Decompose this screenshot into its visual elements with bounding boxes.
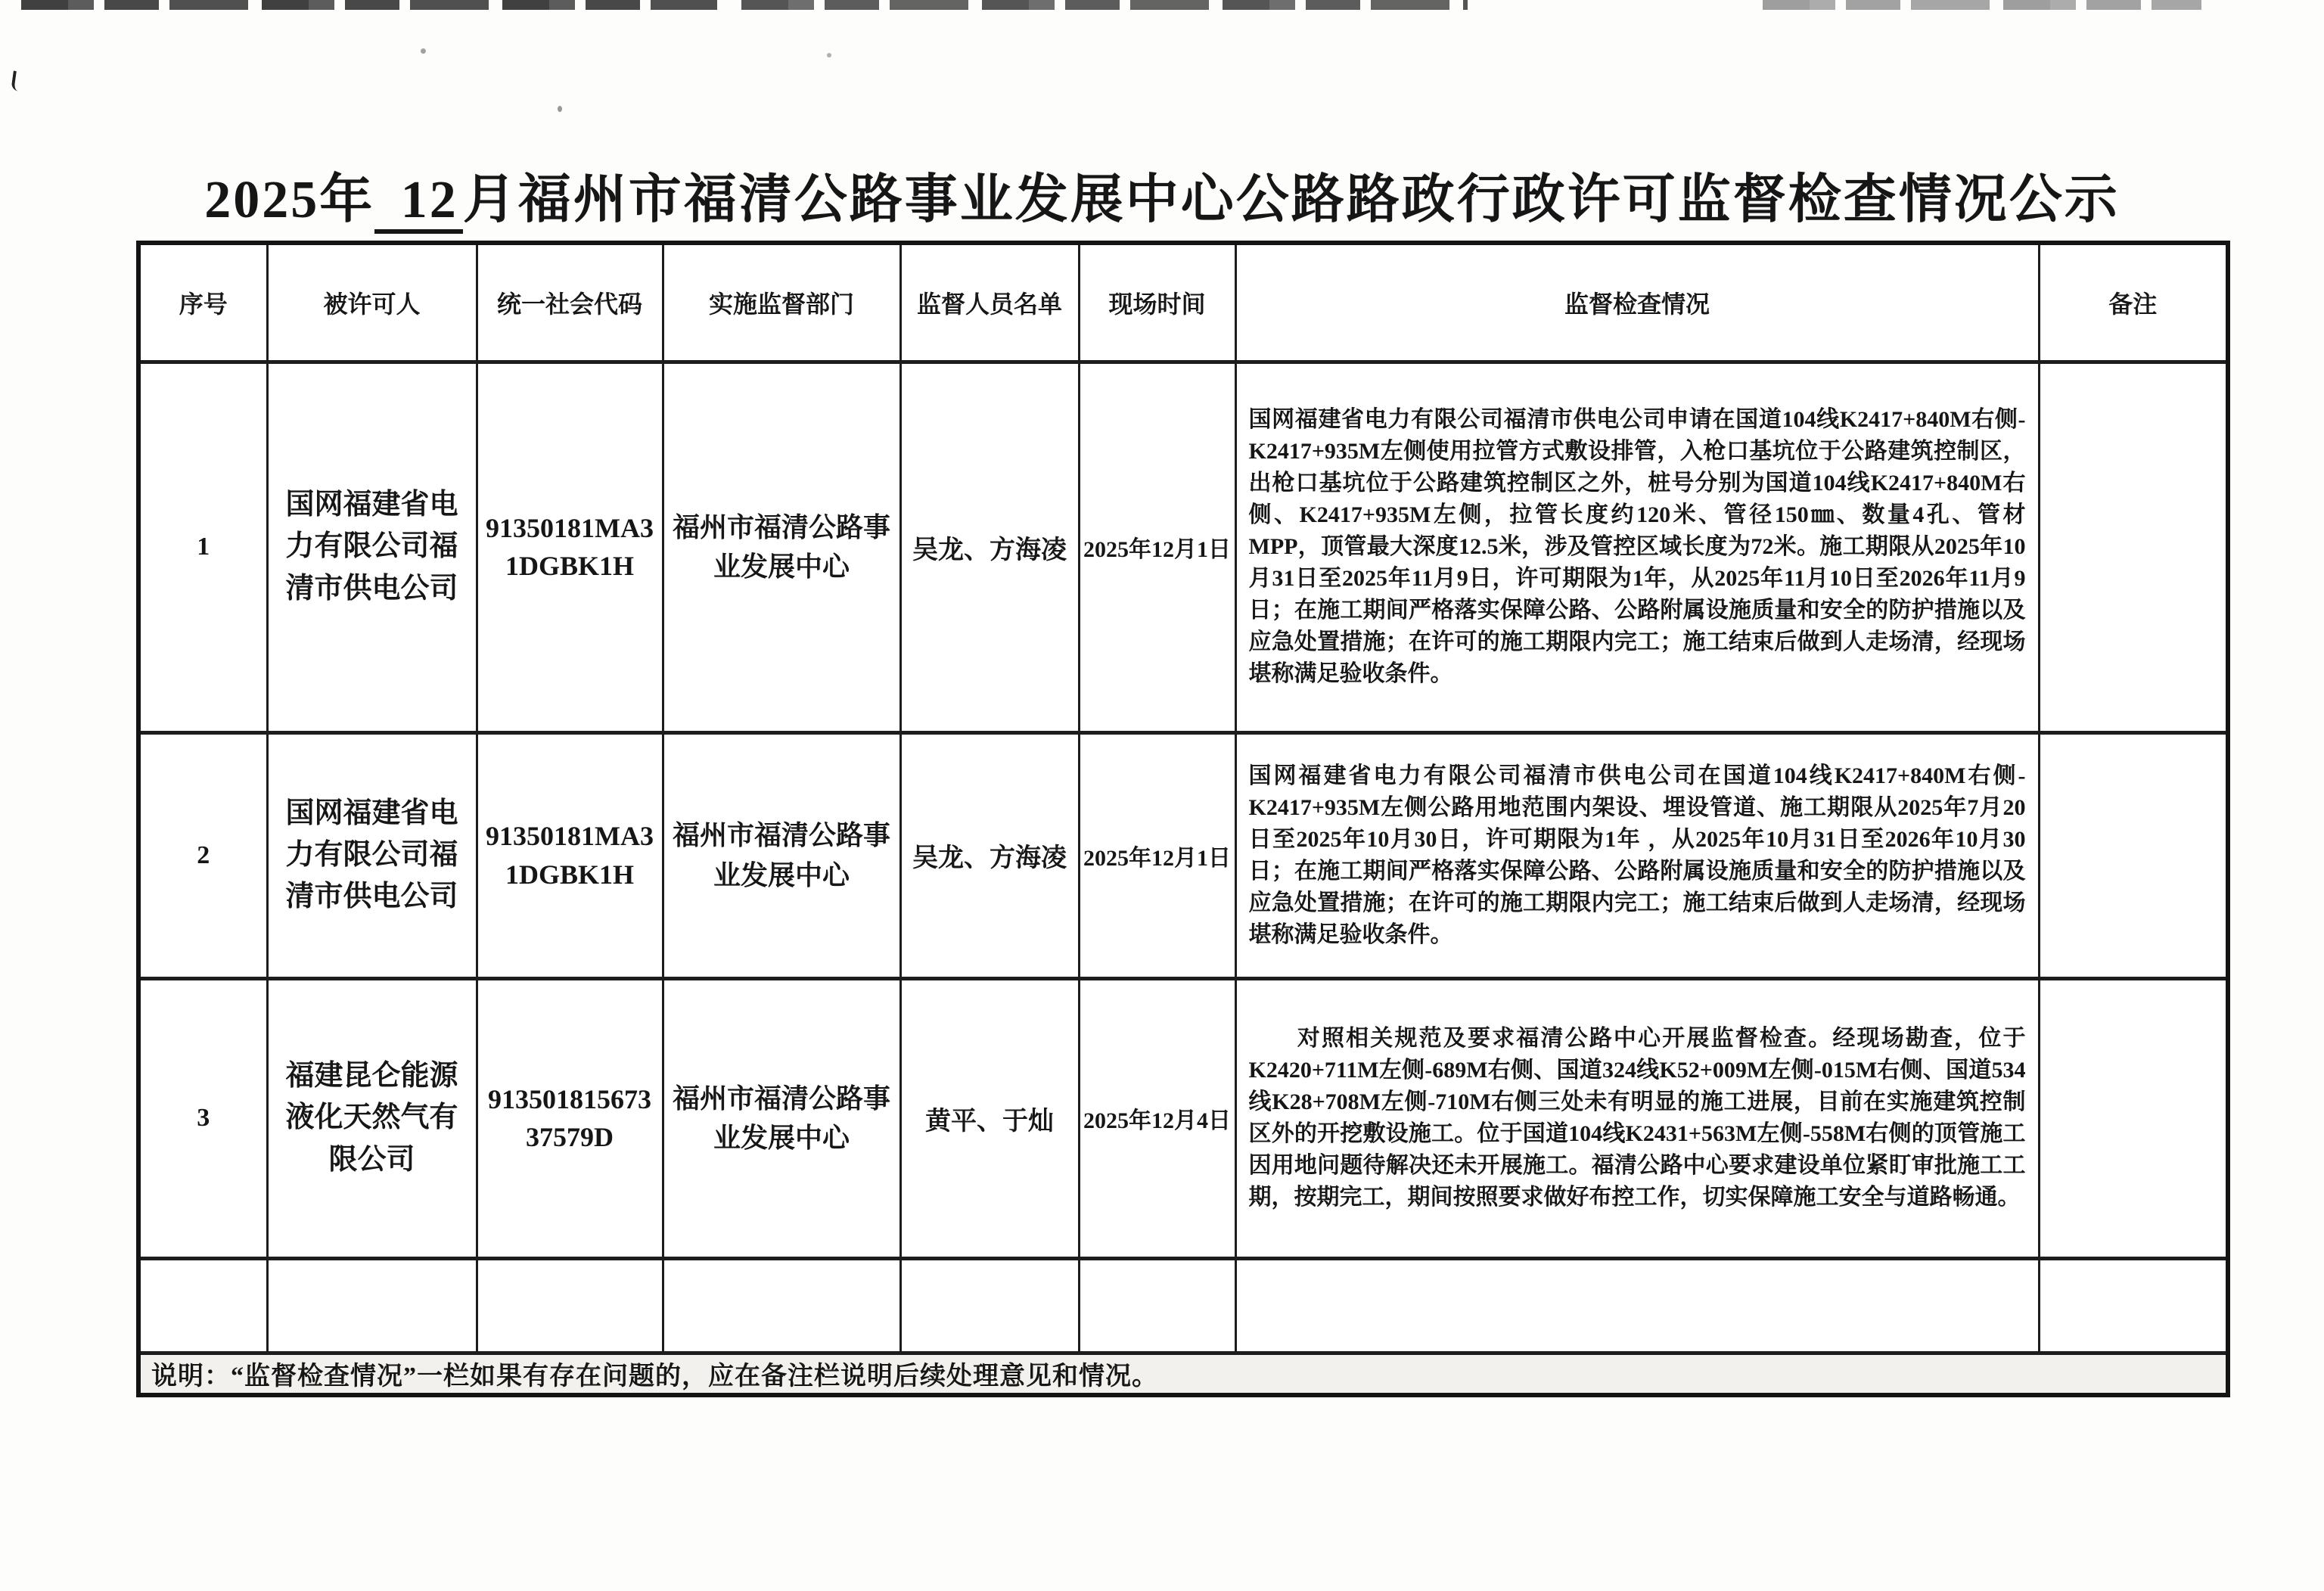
cell-credit-code: 91350181MA31DGBK1H [477, 362, 663, 732]
cell-licensee: 国网福建省电力有限公司福清市供电公司 [267, 732, 477, 978]
scanner-edge-artifact [741, 0, 1468, 10]
scanner-edge-artifact [21, 0, 717, 10]
cell-details: 对照相关规范及要求福清公路中心开展监督检查。经现场勘查，位于K2420+711M左侧-689M右侧、国道324线K52+009M左侧-015M右侧、国道534线K28+708M左侧-710M右侧三处未有明显的施工进展，目前在实施建筑控制区外的开挖敷设施工。位于国道104线K2431+563M左侧-558M右侧的顶管施工因用地问题待解决还未开展施工。福清公路中心要求建设单位紧盯审批施工工期，按期完工，期间按照要求做好布控工作，切实保障施工安全与道路畅通。 [1235, 978, 2039, 1258]
cell-department: 福州市福清公路事业发展中心 [663, 362, 900, 732]
cell-details: 国网福建省电力有限公司福清市供电公司在国道104线K2417+840M右侧-K2417+935M左侧公路用地范围内架设、埋设管道、施工期限从2025年7月20日至2025年10月30日，许可期限为1年 ，从2025年10月31日至2026年10月30日；在施工期间严格落实保障公路、公路附属设施质量和安全的防护措施以及应急处置措施；在许可的施工期限内完工；施工结束后做到人走场清，经现场堪称满足验收条件。 [1235, 732, 2039, 978]
cell-seq: 2 [138, 732, 267, 978]
cell-department: 福州市福清公路事业发展中心 [663, 732, 900, 978]
cell-department [663, 1258, 900, 1353]
header-credit-code: 统一社会代码 [477, 243, 663, 362]
cell-licensee [267, 1258, 477, 1353]
cell-details [1235, 1258, 2039, 1353]
cell-remark [2039, 732, 2228, 978]
scan-noise-dot [421, 48, 426, 54]
header-date: 现场时间 [1079, 243, 1235, 362]
cell-licensee: 福建昆仑能源液化天然气有限公司 [267, 978, 477, 1258]
cell-remark [2039, 978, 2228, 1258]
cell-seq [138, 1258, 267, 1353]
header-department: 实施监督部门 [663, 243, 900, 362]
cell-remark [2039, 1258, 2228, 1353]
scanner-edge-artifact [1763, 0, 2201, 10]
cell-seq: 3 [138, 978, 267, 1258]
inspection-table [136, 241, 2230, 1397]
cell-credit-code: 91350181567337579D [477, 978, 663, 1258]
cell-supervisors: 黄平、于灿 [900, 978, 1079, 1258]
cell-supervisors: 吴龙、方海凌 [900, 732, 1079, 978]
cell-details: 国网福建省电力有限公司福清市供电公司申请在国道104线K2417+840M右侧-K2417+935M左侧使用拉管方式敷设排管，入枪口基坑位于公路建筑控制区，出枪口基坑位于公路建筑控制区之外，桩号分别为国道104线K2417+840M右侧、K2417+935M左侧，拉管长度约120米、管径150㎜、数量4孔、管材MPP，顶管最大深度12.5米，涉及管控区域长度为72米。施工期限从2025年10月31日至2025年11月9日，许可期限为1年，从2025年11月10日至2026年11月9日；在施工期间严格落实保障公路、公路附属设施质量和安全的防护措施以及应急处置措施；在许可的施工期限内完工；施工结束后做到人走场清，经现场堪称满足验收条件。 [1235, 362, 2039, 732]
cell-remark [2039, 362, 2228, 732]
title-year: 2025年 [204, 170, 375, 229]
header-details: 监督检查情况 [1235, 243, 2039, 362]
header-remark: 备注 [2039, 243, 2228, 362]
table-row [138, 732, 2228, 978]
header-licensee: 被许可人 [267, 243, 477, 362]
note-text: 说明：“监督检查情况”一栏如果有存在问题的，应在备注栏说明后续处理意见和情况。 [138, 1353, 2228, 1395]
cell-department: 福州市福清公路事业发展中心 [663, 978, 900, 1258]
cell-credit-code: 91350181MA31DGBK1H [477, 732, 663, 978]
table-note-row [138, 1353, 2228, 1395]
header-supervisors: 监督人员名单 [900, 243, 1079, 362]
table-row [138, 362, 2228, 732]
cell-licensee: 国网福建省电力有限公司福清市供电公司 [267, 362, 477, 732]
cell-date: 2025年12月1日 [1079, 362, 1235, 732]
scan-noise-dot [558, 106, 562, 112]
cell-supervisors [900, 1258, 1079, 1353]
page-title [0, 163, 2324, 238]
title-month-underlined: 12 [374, 171, 463, 234]
cell-supervisors: 吴龙、方海凌 [900, 362, 1079, 732]
scan-smudge-artifact [11, 70, 21, 91]
table-row-empty [138, 1258, 2228, 1353]
cell-credit-code [477, 1258, 663, 1353]
table-row [138, 978, 2228, 1258]
header-seq: 序号 [138, 243, 267, 362]
table-header-row [138, 243, 2228, 362]
scan-noise-dot [827, 53, 831, 57]
cell-date: 2025年12月4日 [1079, 978, 1235, 1258]
cell-date: 2025年12月1日 [1079, 732, 1235, 978]
cell-seq: 1 [138, 362, 267, 732]
cell-date [1079, 1258, 1235, 1353]
title-text: 月福州市福清公路事业发展中心公路路政行政许可监督检查情况公示 [462, 170, 2120, 229]
